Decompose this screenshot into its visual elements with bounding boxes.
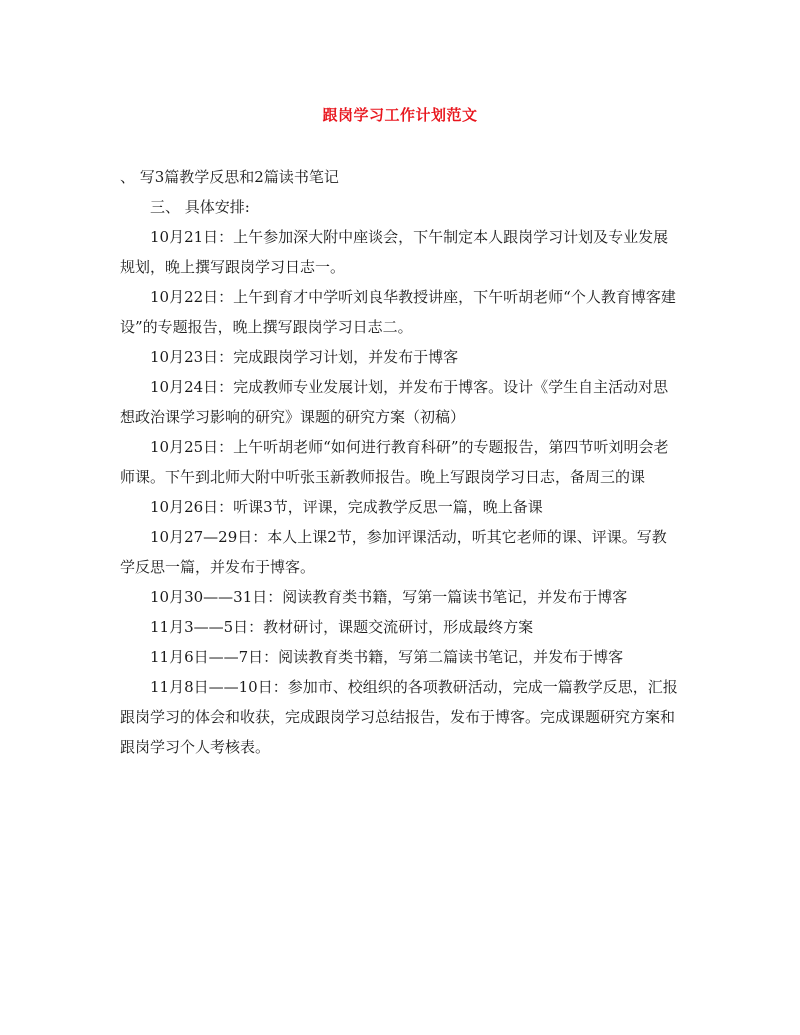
schedule-paragraph: 10月22日：上午到育才中学听刘良华教授讲座，下午听胡老师“个人教育博客建设”的专题报告，晚上撰写跟岗学习日志二。: [120, 288, 676, 336]
schedule-paragraph: 10月23日：完成跟岗学习计划，并发布于博客: [150, 348, 459, 366]
schedule-paragraph: 10月30——31日：阅读教育类书籍，写第一篇读书笔记，并发布于博客: [150, 588, 628, 606]
section-heading: 三、 具体安排:: [150, 198, 250, 216]
schedule-paragraph: 10月21日：上午参加深大附中座谈会，下午制定本人跟岗学习计划及专业发展规划，晚上撰写跟岗学习日志一。: [120, 228, 669, 276]
schedule-paragraph: 10月25日：上午听胡老师“如何进行教育科研”的专题报告，第四节听刘明会老师课。下午到北师大附中听张玉新教师报告。晚上写跟岗学习日志，备周三的课: [120, 438, 669, 486]
page-title: 跟岗学习工作计划范文: [322, 106, 478, 124]
schedule-paragraph: 11月8日——10日：参加市、校组织的各项教研活动，完成一篇教学反思，汇报跟岗学习的体会和收获，完成跟岗学习总结报告，发布于博客。完成课题研究方案和跟岗学习个人考核表。: [120, 678, 678, 756]
schedule-paragraph: 10月24日：完成教师专业发展计划，并发布于博客。设计《学生自主活动对思想政治课学习影响的研究》课题的研究方案（初稿）: [120, 378, 669, 426]
document-body: [120, 162, 680, 762]
schedule-paragraph: 11月6日——7日：阅读教育类书籍，写第二篇读书笔记，并发布于博客: [150, 648, 624, 666]
schedule-paragraph: 11月3——5日：教材研讨，课题交流研讨，形成最终方案: [150, 618, 534, 636]
intro-item: 、 写3篇教学反思和2篇读书笔记: [120, 168, 339, 186]
schedule-paragraph: 10月26日：听课3节，评课，完成教学反思一篇，晚上备课: [150, 498, 543, 516]
schedule-paragraph: 10月27—29日：本人上课2节，参加评课活动，听其它老师的课、评课。写教学反思一篇，并发布于博客。: [120, 528, 667, 576]
